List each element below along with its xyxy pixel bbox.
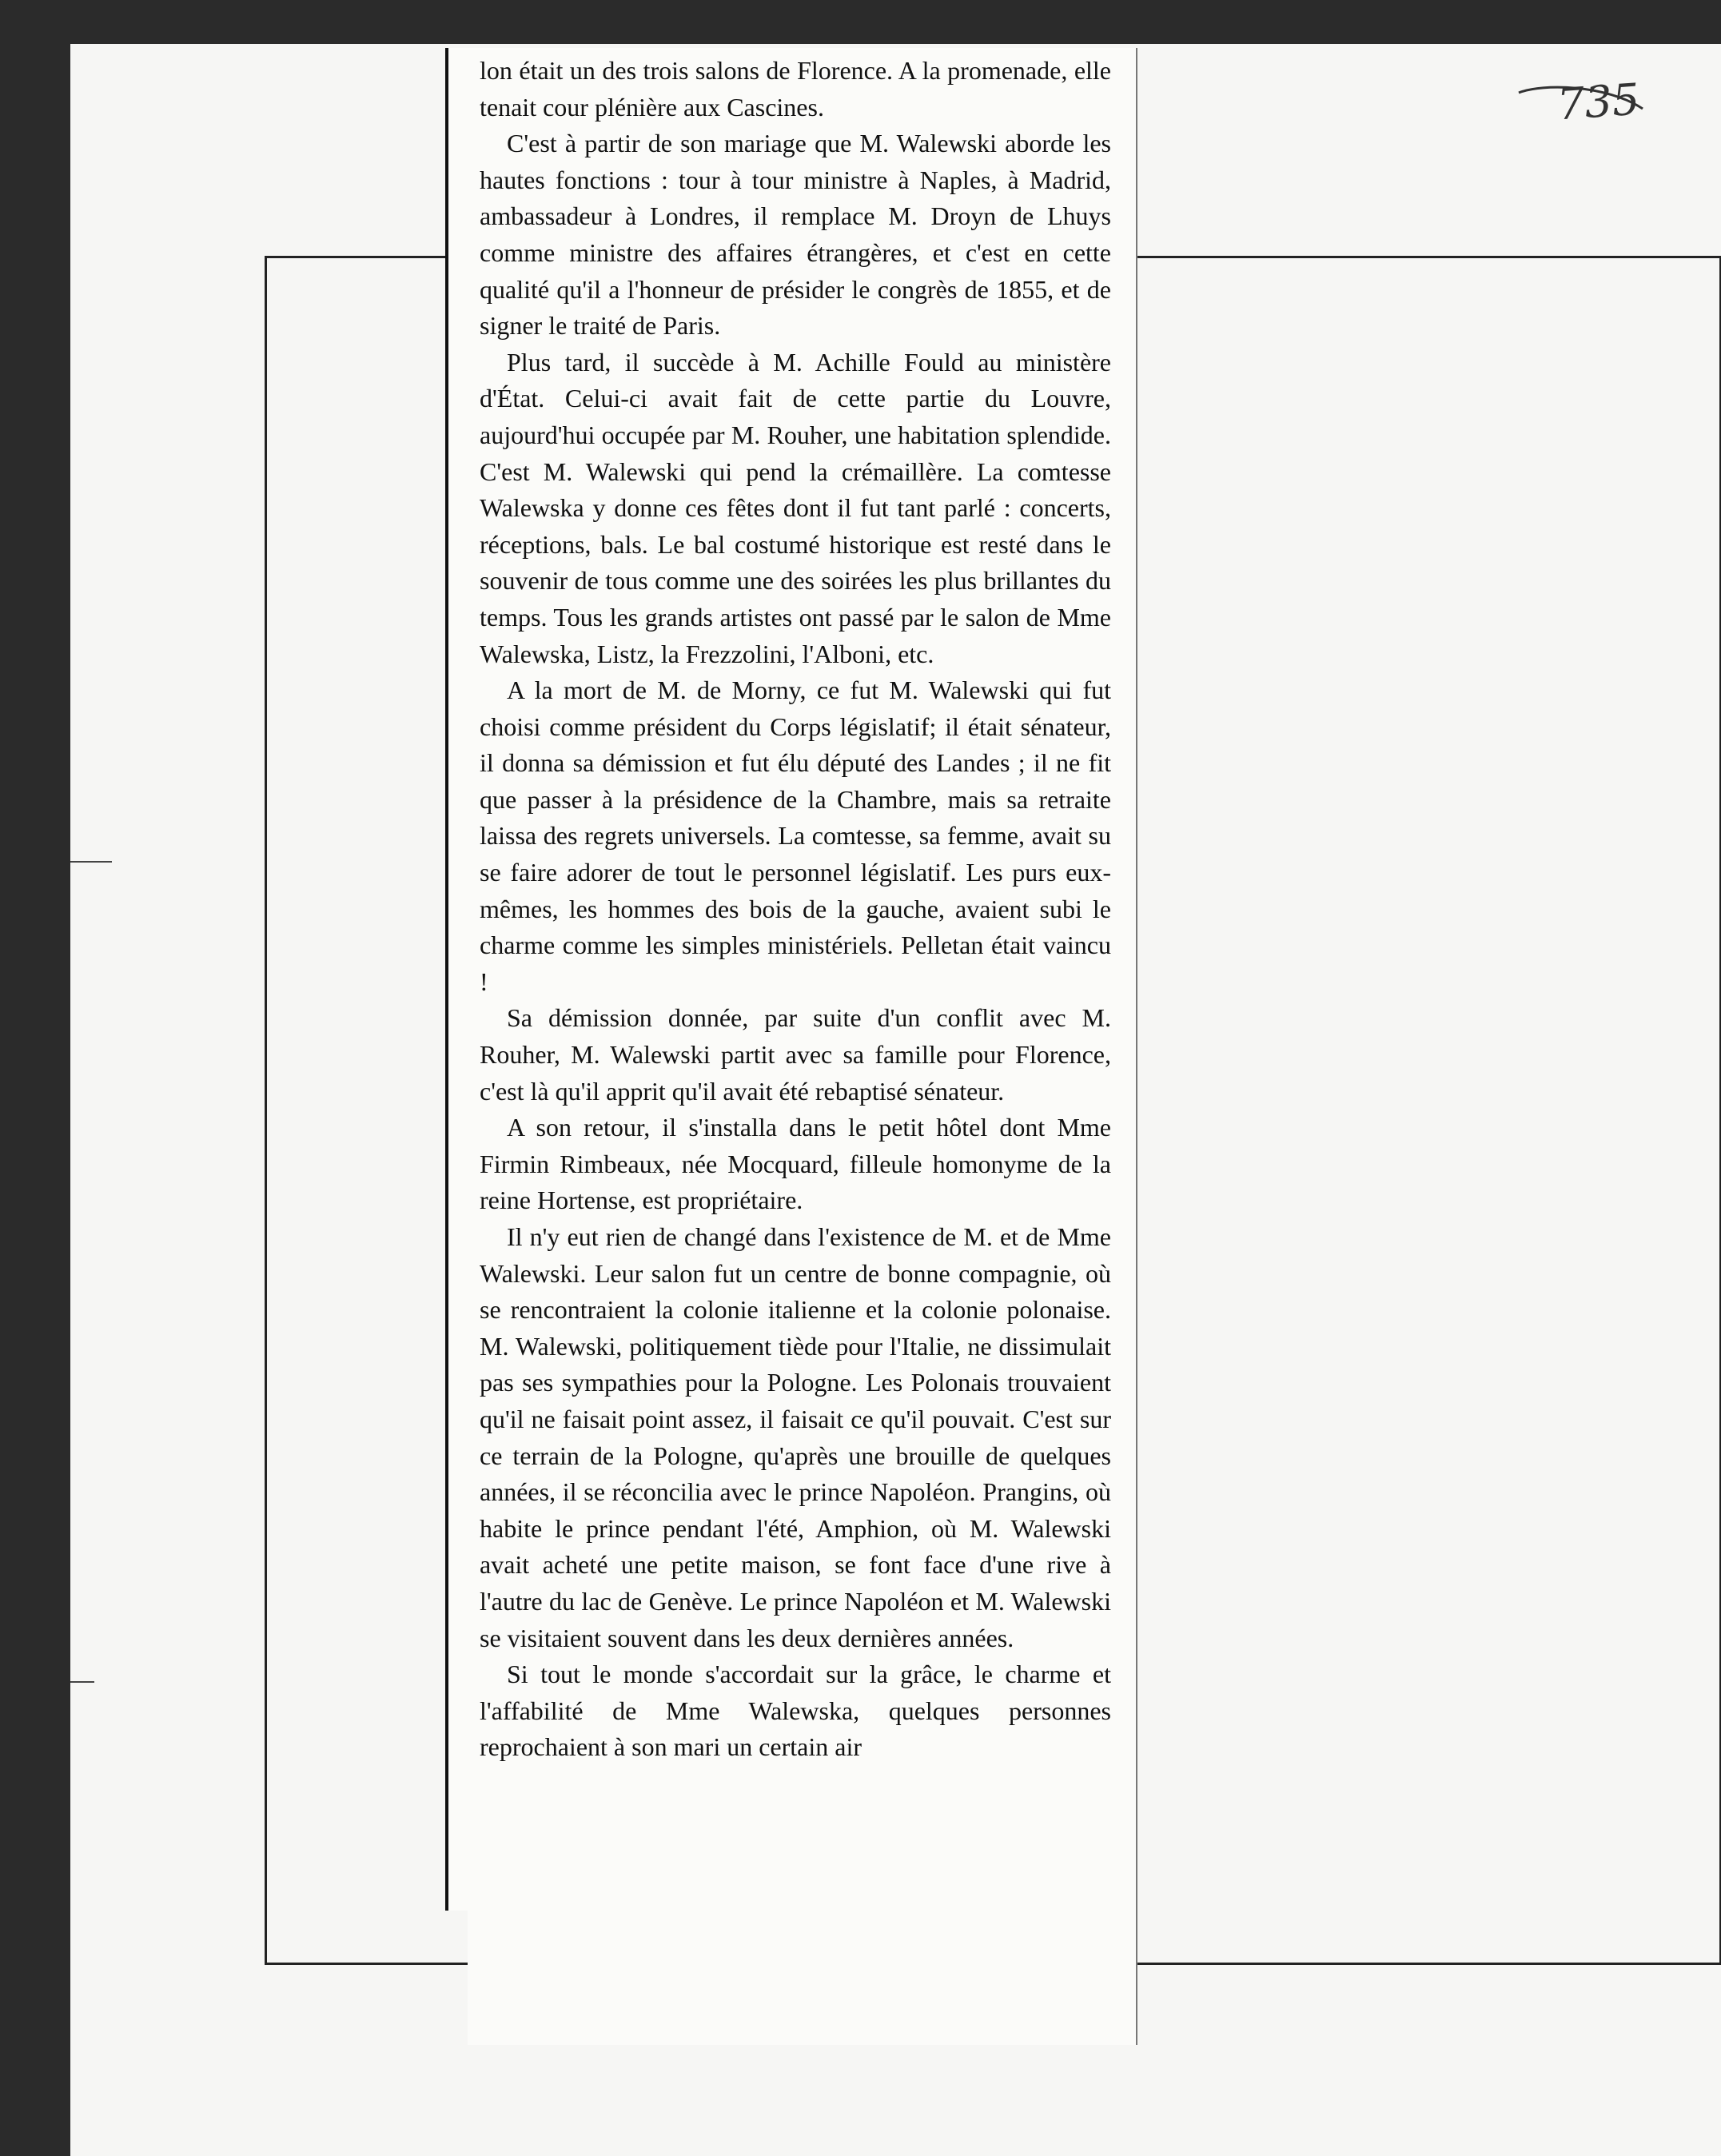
article-paragraph: C'est à partir de son mariage que M. Walewski aborde les hautes fonctions : tour à tour ministre à Naples, à Madrid, ambassadeur à Londres, il remplace M. Droyn de Lhuys comme ministre des affaires étrangères, et c'est en cette qualité qu'il a l'honneur de présider le congrès de 1855, et de signer le traité de Paris.	[480, 129, 1111, 341]
article-paragraph: Il n'y eut rien de changé dans l'existence de M. et de Mme Walewski. Leur salon fut un centre de bonne compagnie, où se rencontraient la colonie italienne et la colonie polonaise. M. Walewski, politiquement tiède pour l'Italie, ne dissimulait pas ses sympathies pour la Pologne. Les Polonais trouvaient qu'il ne faisait point assez, il faisait ce qu'il pouvait. C'est sur ce terrain de la Pologne, qu'après une brouille de quelques années, il se réconcilia avec le prince Napoléon. Prangins, où habite le prince pendant l'été, Amphion, où M. Walewski avait acheté une petite maison, se font face d'une rive à l'autre du lac de Genève. Le prince Napoléon et M. Walewski se visitaient souvent dans les deux dernières années.	[480, 1222, 1111, 1652]
article-paragraph: A son retour, il s'installa dans le petit hôtel dont Mme Firmin Rimbeaux, née Mocquard, filleule homonyme de la reine Hortense, est propriétaire.	[480, 1113, 1111, 1215]
article-paragraph: Sa démission donnée, par suite d'un conflit avec M. Rouher, M. Walewski partit avec sa famille pour Florence, c'est là qu'il apprit qu'il avait été rebaptisé sénateur.	[480, 1003, 1111, 1106]
margin-rule-lower	[70, 1681, 94, 1683]
margin-rule	[70, 861, 112, 863]
handwritten-page-number: 735	[1555, 74, 1642, 130]
article-paragraph: lon était un des trois salons de Florence. A la promenade, elle tenait cour plénière aux Cascines.	[480, 56, 1111, 122]
newspaper-clipping-tail	[468, 1901, 1137, 2045]
article-paragraph: A la mort de M. de Morny, ce fut M. Walewski qui fut choisi comme président du Corps législatif; il était sénateur, il donna sa démission et fut élu député des Landes ; il ne fit que passer à la présidence de la Chambre, mais sa retraite laissa des regrets universels. La comtesse, sa femme, avait su se faire adorer de tout le personnel législatif. Les purs eux-mêmes, les hommes des bois de la gauche, avaient subi le charme comme les simples ministériels. Pelletan était vaincu !	[480, 675, 1111, 996]
article-paragraph: Si tout le monde s'accordait sur la grâce, le charme et l'affabilité de Mme Walewska, quelques personnes reprochaient à son mari un certain air	[480, 1660, 1111, 1762]
article-paragraph: Plus tard, il succède à M. Achille Fould au ministère d'État. Celui-ci avait fait de cette partie du Louvre, aujourd'hui occupée par M. Rouher, une habitation splendide. C'est M. Walewski qui pend la crémaillère. La comtesse Walewska y donne ces fêtes dont il fut tant parlé : concerts, réceptions, bals. Le bal costumé historique est resté dans le souvenir de tous comme une des soirées les plus brillantes du temps. Tous les grands artistes ont passé par le salon de Mme Walewska, Listz, la Frezzolini, l'Alboni, etc.	[480, 347, 1111, 668]
article-column	[480, 53, 1111, 1766]
